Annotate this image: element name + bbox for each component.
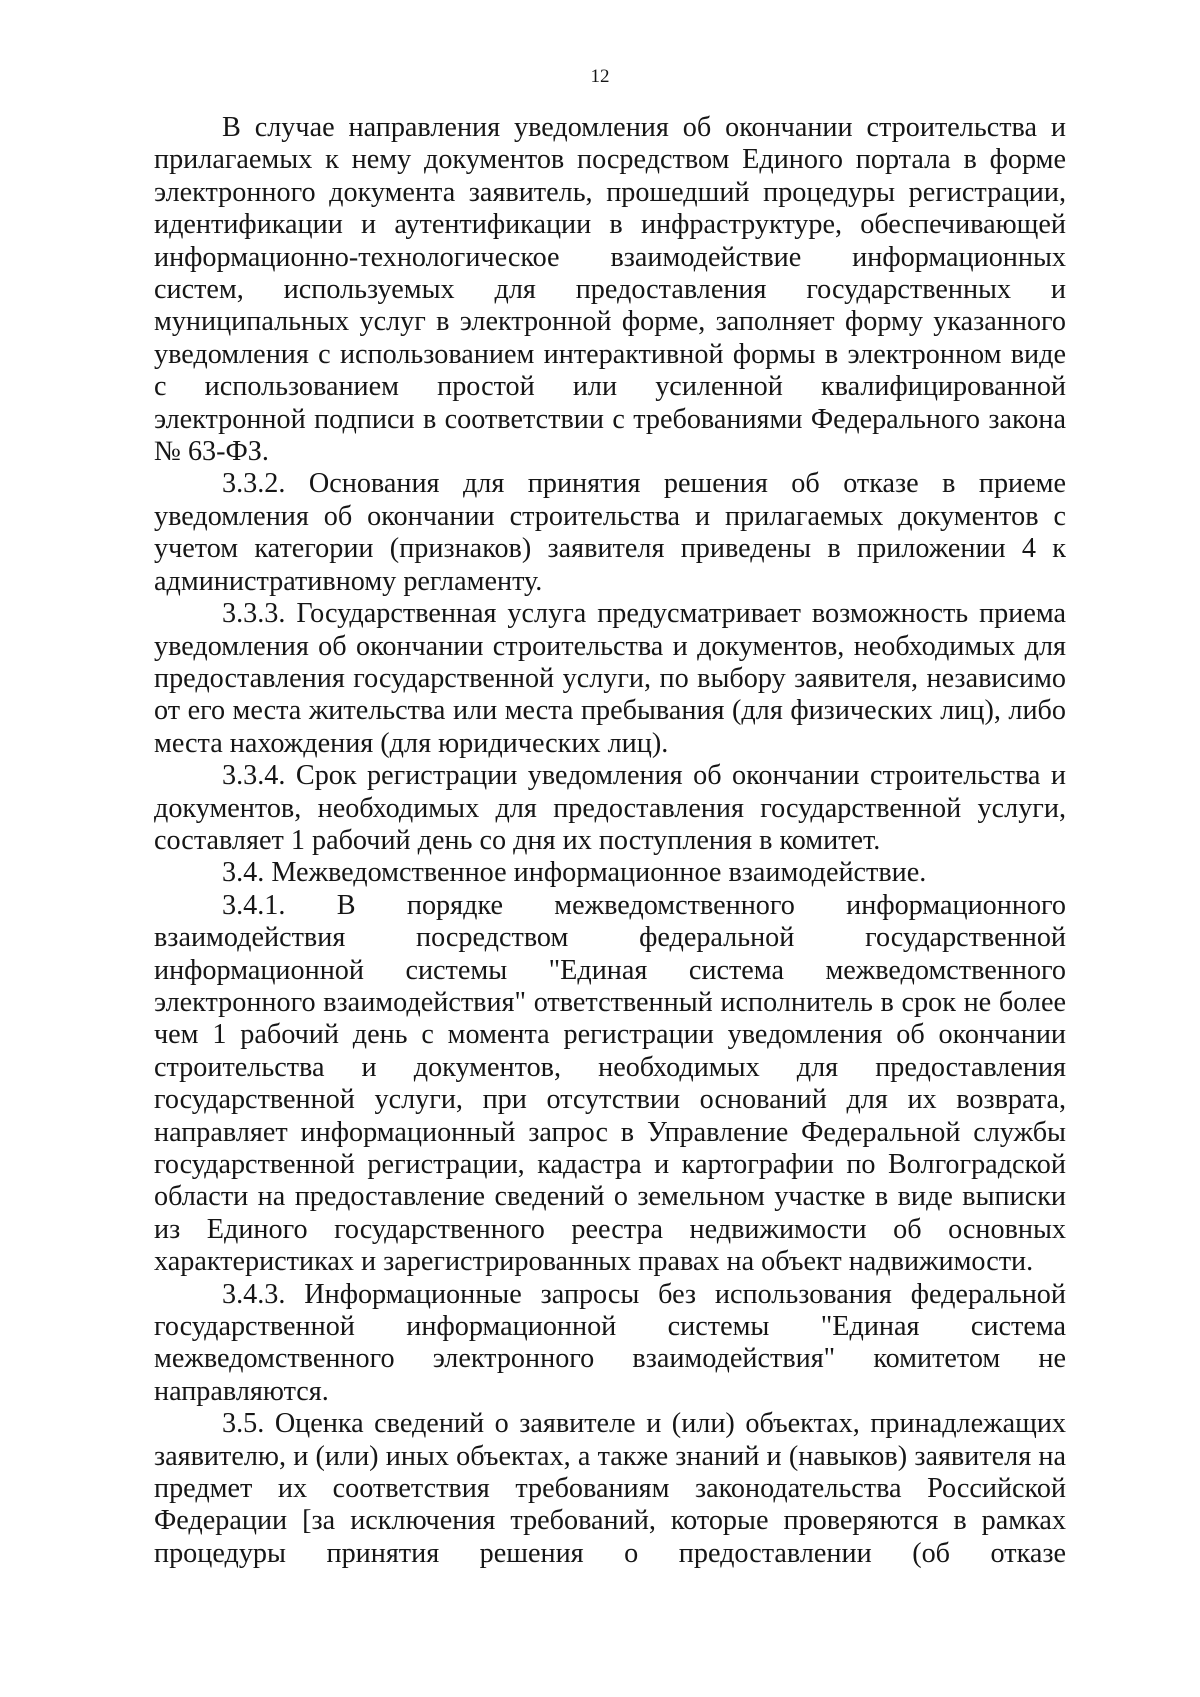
paragraph-portal-submission: В случае направления уведомления об окончании строительства и прилагаемых к нему документов посредством Единого портала в форме электронного документа заявитель, прошедший процедуры регистрации, идентификации и аутентификации в инфраструктуре, обеспечивающей информационно-технологическое взаимодействие информационных систем, используемых для предоставления государственных и муниципальных услуг в электронной форме, заполняет форму указанного уведомления с использованием интерактивной формы в электронном виде с использованием простой или усиленной квалифицированной электронной подписи в соответствии с требованиями Федерального закона № 63-ФЗ. [154, 112, 1066, 468]
paragraph-3-5: 3.5. Оценка сведений о заявителе и (или) объектах, принадлежащих заявителю, и (или) иных объектах, а также знаний и (навыков) заявителя на предмет их соответствия требованиям законодательства Российской Федерации [за исключения требований, которые проверяются в рамках процедуры принятия решения о предоставлении (об отказе [154, 1408, 1066, 1569]
paragraph-3-4-3: 3.4.3. Информационные запросы без использования федеральной государственной информационной системы "Единая система межведомственного электронного взаимодействия" комитетом не направляются. [154, 1278, 1066, 1407]
paragraph-3-3-3: 3.3.3. Государственная услуга предусматривает возможность приема уведомления об окончании строительства и документов, необходимых для предоставления государственной услуги, по выбору заявителя, независимо от его места жительства или места пребывания (для физических лиц), либо места нахождения (для юридических лиц). [154, 598, 1066, 759]
paragraph-3-3-2: 3.3.2. Основания для принятия решения об отказе в приеме уведомления об окончании строительства и прилагаемых документов с учетом категории (признаков) заявителя приведены в приложении 4 к административному регламенту. [154, 468, 1066, 597]
page-number: 12 [590, 66, 610, 87]
paragraph-3-4-1: 3.4.1. В порядке межведомственного информационного взаимодействия посредством федеральной государственной информационной системы "Единая система межведомственного электронного взаимодействия" ответственный исполнитель в срок не более чем 1 рабочий день с момента регистрации уведомления об окончании строительства и документов, необходимых для предоставления государственной услуги, при отсутствии оснований для их возврата, направляет информационный запрос в Управление Федеральной службы государственной регистрации, кадастра и картографии по Волгоградской области на предоставление сведений о земельном участке в виде выписки из Единого государственного реестра недвижимости об основных характеристиках и зарегистрированных правах на объект надвижимости. [154, 889, 1066, 1278]
body-text [154, 112, 1066, 1570]
paragraph-3-4: 3.4. Межведомственное информационное взаимодействие. [222, 857, 927, 889]
paragraph-3-3-4: 3.3.4. Срок регистрации уведомления об окончании строительства и документов, необходимых для предоставления государственной услуги, составляет 1 рабочий день со дня их поступления в комитет. [154, 760, 1066, 856]
